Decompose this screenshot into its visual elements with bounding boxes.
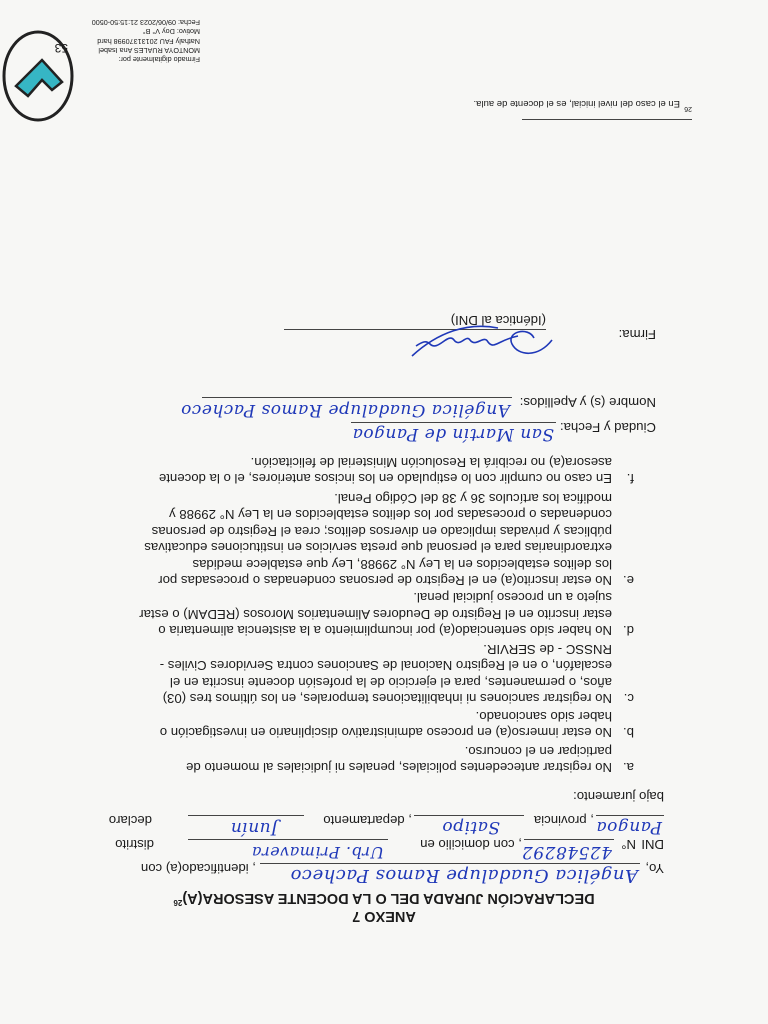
item-b	[104, 707, 612, 740]
item-line: RNSSC - de SERVIR.	[483, 641, 612, 657]
bajo-juramento-text: bajo juramento:	[573, 789, 664, 804]
departamento-text: , departamento	[323, 813, 412, 828]
item-line: No estar inscrito(a) en el Registro de personas condenadas o procesadas por	[158, 573, 612, 588]
yo-text: Yo,	[645, 861, 664, 876]
provincia-line	[414, 815, 524, 816]
nombres-label: Nombre (s) y Apellidos:	[519, 395, 656, 410]
item-line: públicas y privadas implicado en diversos delitos; crea el Registro de personas	[151, 523, 612, 539]
item-marker: a.	[623, 760, 634, 775]
handwritten-signature	[408, 322, 558, 362]
item-marker: c.	[623, 691, 634, 706]
declaro-text: declaro	[108, 813, 152, 828]
item-line: condenadas o procesadas por los delitos establecidos en la Ley N° 29988 y	[169, 507, 612, 523]
item-line: años, o permanentes, para el ejercicio de la profesión docente inscrita en el	[169, 674, 612, 690]
name-line	[260, 863, 640, 864]
item-marker: f.	[626, 471, 634, 486]
ciudad-fecha-line	[351, 422, 556, 423]
item-a	[104, 742, 612, 775]
dni-label: DNI	[641, 837, 664, 852]
item-line: extraordinarias para el personal que presta servicios en instituciones educativas	[144, 540, 612, 556]
handwritten-domicilio: Urb. Primavera	[251, 843, 384, 862]
item-d	[104, 589, 612, 638]
signature-line: MONTOYA RUALES Ana Isabel	[98, 45, 200, 55]
item-line: No registrar sanciones ni inhabilitaciones temporales, en los últimos tres (03)	[162, 691, 612, 706]
item-line: No registrar antecedentes policiales, penales ni judiciales al momento de	[186, 760, 612, 775]
page-number: 53	[54, 41, 68, 55]
item-line: No haber sido sentenciado(a) por incumplimiento a la asistencia alimentaria o	[158, 623, 612, 638]
annex-subtitle-block	[0, 890, 768, 907]
departamento-line	[188, 815, 304, 816]
annex-subtitle-note: 26	[173, 898, 183, 907]
item-marker: b.	[623, 725, 634, 740]
item-line: En caso no cumplir con lo estipulado en los incisos anteriores, el o la docente	[158, 471, 612, 486]
footnote-text: En el caso del nivel inicial, es el docente de aula.	[473, 98, 680, 109]
n-label: N°	[621, 837, 636, 852]
con-domicilio-text: , con domicilio en	[420, 837, 522, 852]
distrito-text: distrito	[115, 837, 154, 852]
nombres-line	[202, 397, 512, 398]
dni-line	[524, 839, 614, 840]
footnote-number: 26	[684, 105, 692, 112]
handwritten-distrito: Pangoa	[595, 817, 662, 837]
distrito-line	[596, 815, 664, 816]
item-line: asesora(a) no recibirá la Resolución Ministerial de felicitación.	[250, 454, 612, 470]
item-marker: d.	[623, 623, 634, 638]
item-line: modifica los artículos 36 y 38 del Código Penal.	[334, 490, 612, 506]
provincia-text: , provincia	[533, 813, 594, 828]
signature-line: Fecha: 09/06/2023 21:15:50-0500	[91, 18, 200, 28]
firma-note: (Idéntica al DNI)	[450, 313, 546, 328]
annex-subtitle: DECLARACIÓN JURADA DEL O LA DOCENTE ASESORA(A)	[182, 890, 595, 907]
signature-line: Firmado digitalmente por:	[118, 55, 200, 64]
handwritten-ciudad-fecha: San Martín de Pangoa	[352, 424, 554, 444]
handwritten-nombres: Angélica Guadalupe Ramos Pacheco	[180, 400, 510, 420]
item-line: No estar inmerso(a) en proceso administrativo disciplinario en investigación o	[159, 725, 612, 740]
item-line: los delitos establecidos en la Ley N° 29988, Ley que establece medidas	[192, 556, 612, 572]
annex-title: ANEXO 7	[352, 908, 416, 924]
item-f	[104, 453, 612, 486]
domicilio-line	[188, 839, 388, 840]
identificado-text: , identificado(a) con	[140, 861, 256, 876]
handwritten-provincia: Satipo	[441, 817, 500, 837]
ciudad-fecha-label: Ciudad y Fecha:	[559, 420, 656, 435]
item-e	[104, 490, 612, 588]
handwritten-departamento: Junín	[230, 818, 278, 838]
item-line: estar inscrito en el Registro de Deudores Alimentarios Morosos (REDAM) o estar	[139, 606, 612, 622]
footnote-rule	[522, 119, 692, 120]
item-line: sujeto a un proceso judicial penal.	[413, 590, 612, 606]
handwritten-dni: 42548292	[521, 842, 612, 862]
item-c	[104, 640, 612, 706]
signature-line: Nathaly FAU 20131370998 hard	[97, 36, 200, 46]
item-line: participar en el concurso.	[464, 743, 612, 759]
signature-line: Motivo: Doy V° B°	[142, 27, 200, 37]
digital-signature-stamp	[82, 18, 200, 64]
item-line: haber sido sancionado.	[475, 708, 612, 724]
firma-label: Firma:	[618, 327, 656, 342]
handwritten-name: Angélica Guadalupe Ramos Pacheco	[290, 865, 638, 886]
item-marker: e.	[623, 573, 634, 588]
item-line: escalafón, o en el Registro Nacional de Sanciones contra Servidores Civiles -	[159, 658, 612, 674]
